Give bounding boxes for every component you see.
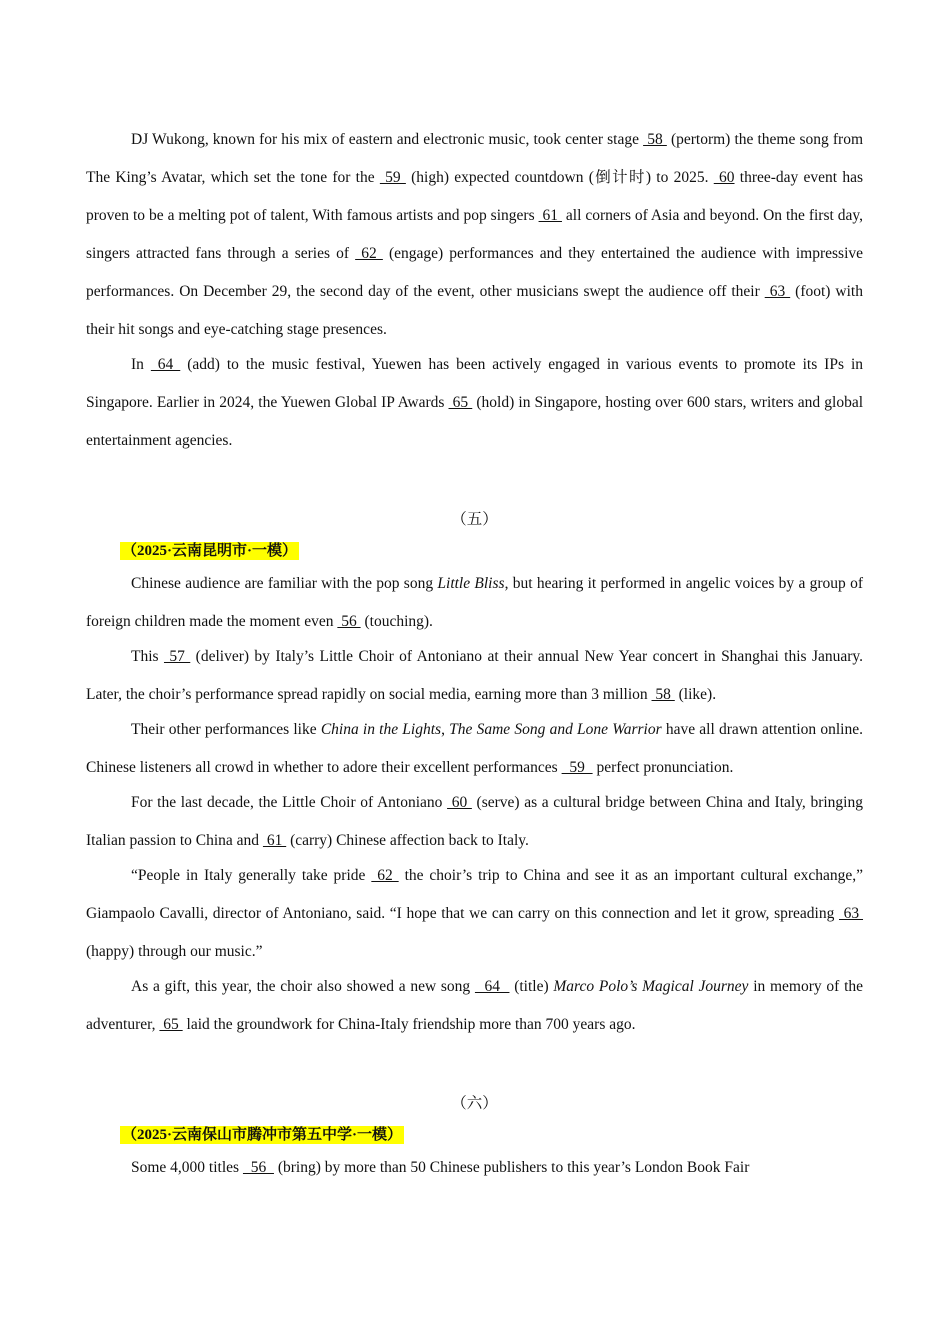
- song-title: The Same Song and Lone Warrior: [449, 721, 662, 738]
- blank-58[interactable]: 58: [651, 686, 675, 703]
- paragraph: [86, 121, 863, 349]
- text: DJ Wukong, known for his mix of eastern and electronic music, took center stage: [131, 131, 644, 148]
- blank-65[interactable]: 65: [159, 1016, 183, 1033]
- text: the choir’s trip to China and see it as an important cultural exchange,” Giampaolo Cavalli, director of Antoniano, said. “I hope that we can carry on this connection and let it grow, spreading: [86, 867, 864, 922]
- blank-56[interactable]: 56: [337, 613, 361, 630]
- blank-57[interactable]: 57: [163, 648, 191, 665]
- text: perfect pronunciation.: [592, 759, 734, 776]
- blank-63[interactable]: 63: [764, 283, 791, 300]
- blank-61[interactable]: 61: [262, 832, 287, 849]
- text: “People in Italy generally take pride: [131, 867, 372, 884]
- text: Chinese audience are familiar with the pop song: [131, 575, 438, 592]
- blank-59[interactable]: 59: [379, 169, 406, 186]
- text: ,: [441, 721, 450, 738]
- paragraph: [86, 784, 863, 860]
- paragraph: [86, 711, 863, 787]
- text: three-day event has proven to be a melting pot of talent, With famous artists and pop singers: [86, 169, 864, 224]
- paragraph: [86, 346, 863, 460]
- song-title: Marco Polo’s Magical Journey: [553, 978, 749, 995]
- text: (bring) by more than 50 Chinese publishers to this year’s London Book Fair: [273, 1159, 750, 1176]
- text: (add) to the music festival, Yuewen has been actively engaged in various events to promote its IPs in Singapore. Earlier in 2024, the Yuewen Global IP Awards: [86, 356, 863, 411]
- text: In: [131, 356, 151, 373]
- song-title: Little Bliss: [437, 575, 505, 592]
- text: (deliver) by Italy’s Little Choir of Antoniano at their annual New Year concert in Shanghai this January. Later, the choir’s performance spread rapidly on social media, earning more than 3 million: [86, 648, 864, 703]
- song-title: China in the Lights: [320, 721, 442, 738]
- source-tag: （2025·云南昆明市·一模）: [122, 543, 298, 559]
- source-tag: （2025·云南保山市腾冲市第五中学·一模）: [122, 1127, 403, 1143]
- blank-63[interactable]: 63: [838, 905, 864, 922]
- blank-64[interactable]: 64: [474, 978, 510, 995]
- paragraph: [86, 638, 863, 714]
- paragraph: [86, 1149, 863, 1187]
- text: (like).: [674, 686, 717, 703]
- section-title: （六）: [451, 1095, 498, 1112]
- section-title: （五）: [451, 511, 498, 528]
- text: (pertorm) the theme song from The King’s Avatar, which set the tone for the: [86, 131, 864, 186]
- text: (carry) Chinese affection back to Italy.: [286, 832, 529, 849]
- text: in memory of the adventurer,: [86, 978, 864, 1033]
- text: (hold) in Singapore, hosting over 600 stars, writers and global entertainment agencies.: [86, 394, 864, 449]
- text: (happy) through our music.”: [86, 943, 263, 960]
- paragraph: [86, 968, 863, 1044]
- text: For the last decade, the Little Choir of Antoniano: [131, 794, 448, 811]
- text: (serve) as a cultural bridge between China and Italy, bringing Italian passion to China and: [86, 794, 863, 849]
- document-content: [86, 121, 863, 1187]
- paragraph: [86, 857, 863, 971]
- text: (title): [509, 978, 554, 995]
- text: (high) expected countdown (倒计时) to 2025.: [405, 169, 714, 186]
- blank-59[interactable]: 59: [561, 759, 593, 776]
- text: As a gift, this year, the choir also showed a new song: [131, 978, 475, 995]
- blank-65[interactable]: 65: [448, 394, 473, 411]
- paragraph: [86, 565, 863, 641]
- blank-56[interactable]: 56: [242, 1159, 274, 1176]
- blank-64[interactable]: 64: [150, 356, 181, 373]
- text: (engage) performances and they entertained the audience with impressive performances. On December 29, the second day of the event, other musicians swept the audience off their: [86, 245, 864, 300]
- blank-60[interactable]: 60: [447, 794, 472, 811]
- blank-60[interactable]: 60: [713, 169, 735, 186]
- text: (touching).: [360, 613, 433, 630]
- text: This: [131, 648, 164, 665]
- blank-62[interactable]: 62: [355, 245, 383, 262]
- text: all corners of Asia and beyond. On the first day, singers attracted fans through a series of: [86, 207, 864, 262]
- text: laid the groundwork for China-Italy friendship more than 700 years ago.: [182, 1016, 636, 1033]
- blank-58[interactable]: 58: [643, 131, 667, 148]
- blank-62[interactable]: 62: [371, 867, 399, 884]
- blank-61[interactable]: 61: [538, 207, 562, 224]
- text: Their other performances like: [131, 721, 321, 738]
- text: Some 4,000 titles: [131, 1159, 243, 1176]
- text: , but hearing it performed in angelic voices by a group of foreign children made the moment even: [86, 575, 864, 630]
- text: have all drawn attention online. Chinese listeners all crowd in whether to adore their excellent performances: [86, 721, 863, 776]
- text: (foot) with their hit songs and eye-catching stage presences.: [86, 283, 863, 338]
